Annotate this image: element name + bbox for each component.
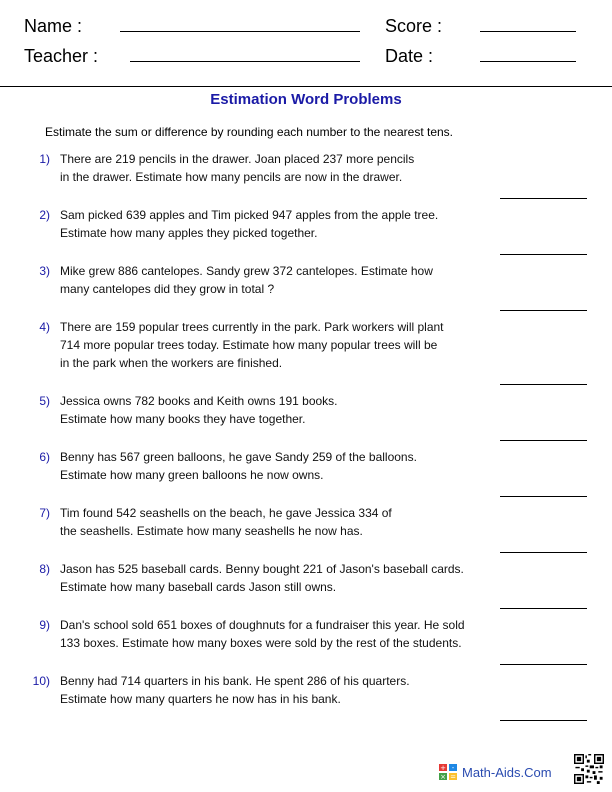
problem-text-line: Benny has 567 green balloons, he gave Sandy 259 of the balloons. <box>60 450 417 464</box>
problem-text <box>60 262 490 298</box>
answer-blank[interactable] <box>500 384 587 385</box>
answer-blank[interactable] <box>500 664 587 665</box>
problem-text-line: Sam picked 639 apples and Tim picked 947 apples from the apple tree. <box>60 208 439 222</box>
answer-blank[interactable] <box>500 720 587 721</box>
problem-item <box>0 672 612 712</box>
calculator-icon <box>438 763 458 781</box>
problem-text-line: Estimate how many quarters he now has in his bank. <box>60 692 341 706</box>
problem-number: 7) <box>39 506 50 520</box>
problem-text-line: Estimate how many apples they picked together. <box>60 226 318 240</box>
problem-number: 8) <box>39 562 50 576</box>
problem-text-line: There are 219 pencils in the drawer. Joan placed 237 more pencils <box>60 152 415 166</box>
teacher-label: Teacher : <box>24 46 99 66</box>
problem-number: 4) <box>39 320 50 334</box>
date-label: Date : <box>385 46 434 66</box>
problem-text-line: Jessica owns 782 books and Keith owns 191 books. <box>60 394 338 408</box>
problem-text <box>60 504 490 540</box>
problem-text-line: in the drawer. Estimate how many pencils are now in the drawer. <box>60 170 403 184</box>
svg-text:=: = <box>450 773 456 781</box>
problem-text-line: Dan's school sold 651 boxes of doughnuts for a fundraiser this year. He sold <box>60 618 465 632</box>
problem-item <box>0 206 612 246</box>
header-divider <box>0 86 612 87</box>
answer-blank[interactable] <box>500 440 587 441</box>
name-field[interactable] <box>120 31 360 32</box>
problem-text <box>60 206 490 242</box>
problem-text-line: Mike grew 886 cantelopes. Sandy grew 372 cantelopes. Estimate how <box>60 264 433 278</box>
problem-text-line: Benny had 714 quarters in his bank. He spent 286 of his quarters. <box>60 674 410 688</box>
name-label: Name : <box>24 16 83 36</box>
problem-text-line: Estimate how many baseball cards Jason still owns. <box>60 580 337 594</box>
problem-text-line: Tim found 542 seashells on the beach, he gave Jessica 334 of <box>60 506 392 520</box>
svg-text:×: × <box>440 773 446 781</box>
problem-text-line: Estimate how many books they have together. <box>60 412 306 426</box>
problem-number: 1) <box>39 152 50 166</box>
problem-item <box>0 392 612 432</box>
problem-text <box>60 318 490 372</box>
problem-number: 10) <box>32 674 50 688</box>
worksheet-title: Estimation Word Problems <box>210 91 402 108</box>
problem-text-line: the seashells. Estimate how many seashells he now has. <box>60 524 363 538</box>
problem-text-line: in the park when the workers are finished. <box>60 356 283 370</box>
footer-brand <box>438 762 552 782</box>
problem-item <box>0 560 612 600</box>
problem-text <box>60 672 490 708</box>
problem-text-line: many cantelopes did they grow in total ? <box>60 282 275 296</box>
answer-blank[interactable] <box>500 608 587 609</box>
problem-number: 9) <box>39 618 50 632</box>
problem-text-line: There are 159 popular trees currently in the park. Park workers will plant <box>60 320 444 334</box>
problem-item <box>0 318 612 370</box>
score-label: Score : <box>385 16 443 36</box>
problem-text-line: Jason has 525 baseball cards. Benny bought 221 of Jason's baseball cards. <box>60 562 464 576</box>
svg-text:+: + <box>440 764 446 772</box>
site-name[interactable]: Math-Aids.Com <box>462 764 552 780</box>
problem-text <box>60 392 490 428</box>
problem-number: 2) <box>39 208 50 222</box>
problem-item <box>0 448 612 488</box>
problem-text <box>60 150 490 186</box>
instructions: Estimate the sum or difference by rounding each number to the nearest tens. <box>45 125 454 139</box>
problem-text <box>60 560 490 596</box>
problem-number: 6) <box>39 450 50 464</box>
problem-text <box>60 448 490 484</box>
problem-number: 3) <box>39 264 50 278</box>
svg-text:-: - <box>451 764 455 772</box>
problem-item <box>0 504 612 544</box>
qr-code-icon <box>574 754 604 784</box>
answer-blank[interactable] <box>500 310 587 311</box>
date-field[interactable] <box>480 61 576 62</box>
score-field[interactable] <box>480 31 576 32</box>
problem-text-line: 714 more popular trees today. Estimate how many popular trees will be <box>60 338 438 352</box>
problem-item <box>0 150 612 190</box>
answer-blank[interactable] <box>500 254 587 255</box>
problem-text-line: Estimate how many green balloons he now owns. <box>60 468 324 482</box>
answer-blank[interactable] <box>500 198 587 199</box>
problem-text <box>60 616 490 652</box>
problem-item <box>0 262 612 302</box>
problem-number: 5) <box>39 394 50 408</box>
problem-item <box>0 616 612 656</box>
answer-blank[interactable] <box>500 552 587 553</box>
teacher-field[interactable] <box>130 61 360 62</box>
answer-blank[interactable] <box>500 496 587 497</box>
problem-text-line: 133 boxes. Estimate how many boxes were sold by the rest of the students. <box>60 636 462 650</box>
